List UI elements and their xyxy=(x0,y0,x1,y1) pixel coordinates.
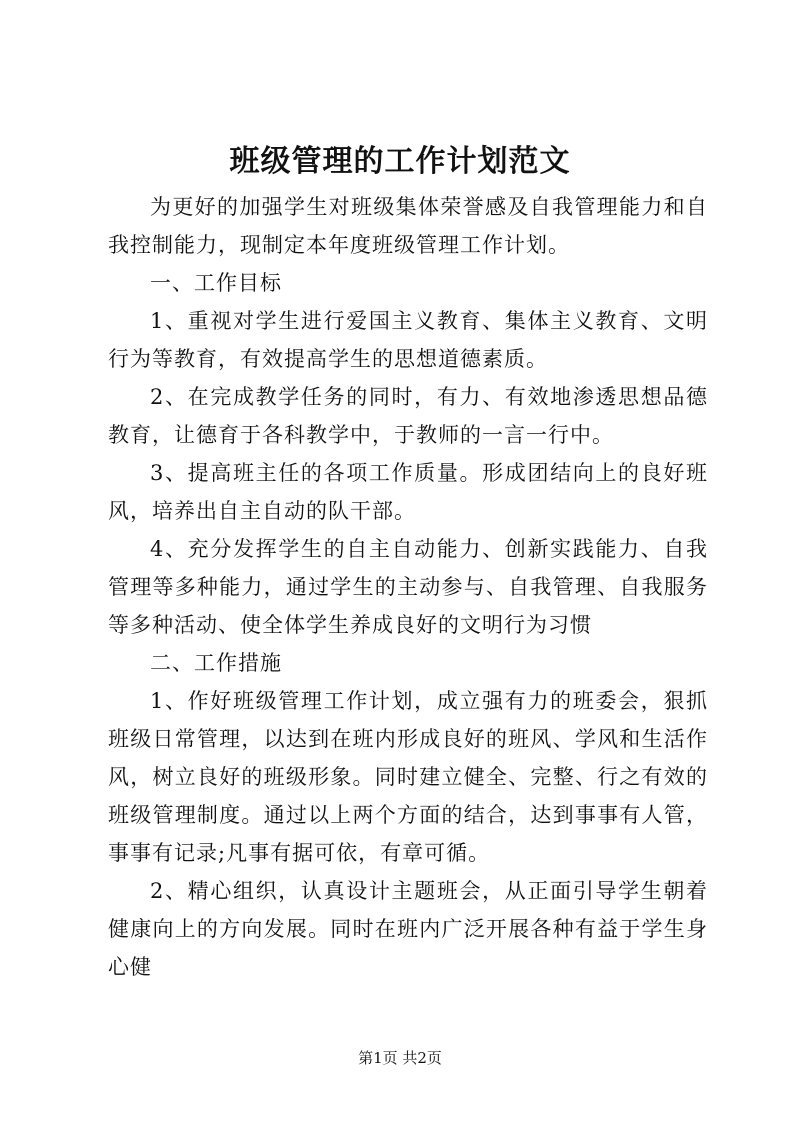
goal-item-2: 2、在完成教学任务的同时，有力、有效地渗透思想品德教育，让德育于各科教学中，于教师的一言一行中。 xyxy=(108,385,708,447)
goal-item-1: 1、重视对学生进行爱国主义教育、集体主义教育、文明行为等教育，有效提高学生的思想道德素质。 xyxy=(108,309,708,371)
page-footer: 第1页 共2页 xyxy=(358,1049,442,1067)
document-title: 班级管理的工作计划范文 xyxy=(229,144,571,179)
goal-item-4: 4、充分发挥学生的自主自动能力、创新实践能力、自我管理等多种能力，通过学生的主动参与、自我管理、自我服务等多种活动、使全体学生养成良好的文明行为习惯 xyxy=(108,537,708,637)
goal-item-3: 3、提高班主任的各项工作质量。形成团结向上的良好班风，培养出自主自动的队干部。 xyxy=(108,461,708,523)
intro-paragraph: 为更好的加强学生对班级集体荣誉感及自我管理能力和自我控制能力，现制定本年度班级管理工作计划。 xyxy=(108,195,708,257)
section-heading-goals: 一、工作目标 xyxy=(150,271,282,295)
measure-item-1: 1、作好班级管理工作计划，成立强有力的班委会，狠抓班级日常管理，以达到在班内形成良好的班风、学风和生活作风，树立良好的班级形象。同时建立健全、完整、行之有效的班级管理制度。通过以上两个方面的结合，达到事事有人管，事事有记录;凡事有据可依，有章可循。 xyxy=(108,689,708,865)
measure-item-2: 2、精心组织，认真设计主题班会，从正面引导学生朝着健康向上的方向发展。同时在班内广泛开展各种有益于学生身心健 xyxy=(108,879,708,979)
document-body xyxy=(108,188,708,986)
section-heading-measures: 二、工作措施 xyxy=(150,651,282,675)
